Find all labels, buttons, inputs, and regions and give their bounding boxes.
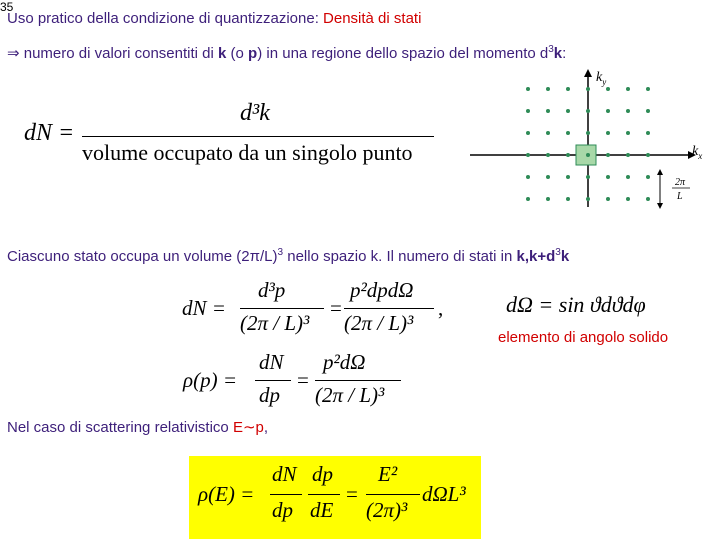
rho-p-equation [183, 350, 403, 416]
lattice-point [566, 87, 570, 91]
lattice-point [606, 87, 610, 91]
implies-arrow: ⇒ [7, 45, 20, 62]
lattice-point [606, 109, 610, 113]
line3-bold2: k [560, 248, 570, 265]
eq5-num2: dp [312, 462, 333, 486]
lattice-point [646, 197, 650, 201]
eq1-lhs: dN = [24, 120, 75, 146]
line2-sup: 3 [548, 44, 554, 55]
eq5-equals: = [346, 482, 358, 506]
lattice-point [586, 175, 590, 179]
title-text: Uso pratico della condizione di quantizzazione: [7, 10, 324, 27]
line3-sup: 3 [277, 247, 284, 258]
lattice-point [606, 131, 610, 135]
line4-red: E∼p [232, 419, 264, 436]
eq2-equals: = [330, 296, 342, 320]
eq4-den1: dp [259, 383, 280, 407]
eq5-tail: dΩL³ [422, 482, 466, 506]
page-number: 35 [0, 0, 14, 14]
eq5-bar1 [270, 494, 302, 495]
eq1-numerator: d³k [240, 100, 270, 126]
dn-momentum-equation [182, 278, 462, 346]
spacing-denominator: L [677, 191, 683, 202]
eq5-num1: dN [272, 462, 297, 486]
state-volume-line [7, 247, 569, 265]
lattice-point [566, 109, 570, 113]
k-space-lattice-diagram [470, 65, 710, 215]
lattice-point [646, 131, 650, 135]
lattice-point [626, 131, 630, 135]
density-equation [24, 100, 444, 170]
line4-post: , [263, 419, 269, 436]
lattice-point [626, 87, 630, 91]
line3-post: nello spazio k. Il numero di stati in [283, 248, 517, 265]
lattice-point [546, 197, 550, 201]
eq5-bar2 [308, 494, 340, 495]
lattice-point [606, 175, 610, 179]
eq2-lhs: dN = [182, 296, 226, 320]
lattice-point [566, 175, 570, 179]
eq5-den3: (2π)³ [366, 498, 408, 522]
line3-pre: Ciascuno stato occupa un volume (2π/L) [7, 248, 278, 265]
eq4-num1: dN [259, 350, 284, 374]
lattice-point [526, 197, 530, 201]
lattice-point [586, 153, 590, 157]
line4-pre: Nel caso di scattering relativistico [7, 419, 233, 436]
eq4-den2: (2π / L)³ [315, 383, 385, 407]
lattice-point [586, 87, 590, 91]
eq5-den2: dE [310, 498, 334, 522]
eq5-num3: E² [378, 462, 398, 486]
eq4-bar2 [315, 380, 401, 381]
lattice-point [566, 153, 570, 157]
eq5-bar3 [366, 494, 420, 495]
spacing-arrow-up [657, 169, 663, 175]
line2-post: ) in una regione dello spazio del momento d [257, 45, 549, 62]
lattice-point [526, 87, 530, 91]
eq4-equals: = [297, 368, 309, 392]
lattice-point [586, 197, 590, 201]
lattice-point [566, 131, 570, 135]
fraction-bar [82, 136, 434, 137]
line2-colon: : [562, 45, 567, 62]
solid-angle-label: elemento di angolo solido [498, 329, 669, 346]
eq5-lhs: ρ(E) = [198, 482, 255, 506]
lattice-point [606, 197, 610, 201]
slide-title [7, 10, 421, 27]
lattice-point [546, 175, 550, 179]
eq2-num2: p²dpdΩ [350, 278, 414, 302]
lattice-point [586, 109, 590, 113]
ky-label: $k_y$ [596, 70, 607, 87]
lattice-point [526, 131, 530, 135]
eq2-comma: , [438, 296, 444, 320]
eq4-num2: p²dΩ [323, 350, 366, 374]
ky-arrow [584, 69, 592, 77]
line2-k2: k [553, 45, 563, 62]
kx-label: $k_x$ [692, 144, 703, 161]
lattice-point [626, 109, 630, 113]
eq3-text: dΩ = sin ϑdϑdφ [506, 292, 646, 317]
line2-pre: numero di valori consentiti di [19, 45, 219, 62]
spacing-numerator: 2π [675, 177, 686, 188]
eq2-num1: d³p [258, 278, 286, 302]
title-highlight: Densità di stati [323, 10, 422, 27]
solid-angle-equation [506, 292, 646, 318]
lattice-point [546, 153, 550, 157]
eq2-den2: (2π / L)³ [344, 311, 414, 335]
eq2-den1: (2π / L)³ [240, 311, 310, 335]
lattice-point [646, 153, 650, 157]
lattice-point [646, 87, 650, 91]
line3-bold: k,k+d [516, 248, 556, 265]
eq5-den1: dp [272, 498, 293, 522]
rho-e-equation [198, 460, 478, 536]
line3-sup2: 3 [555, 247, 561, 258]
lattice-point [526, 175, 530, 179]
eq4-bar1 [255, 380, 291, 381]
momentum-space-line [7, 44, 566, 62]
lattice-point [646, 109, 650, 113]
lattice-point [626, 197, 630, 201]
spacing-arrow-down [657, 203, 663, 209]
eq2-bar1 [240, 308, 324, 309]
lattice-point [626, 153, 630, 157]
lattice-point [546, 109, 550, 113]
eq2-bar2 [344, 308, 434, 309]
eq1-denominator: volume occupato da un singolo punto [82, 140, 413, 165]
relativistic-line [7, 418, 268, 436]
lattice-point [546, 131, 550, 135]
lattice-point [526, 109, 530, 113]
lattice-point [566, 197, 570, 201]
line2-p: p [248, 45, 258, 62]
line2-mid: (o [226, 45, 249, 62]
line2-k: k [218, 45, 227, 62]
eq4-lhs: ρ(p) = [183, 368, 237, 392]
lattice-point [626, 175, 630, 179]
lattice-point [586, 131, 590, 135]
lattice-point [646, 175, 650, 179]
lattice-point [606, 153, 610, 157]
lattice-point [526, 153, 530, 157]
lattice-point [546, 87, 550, 91]
